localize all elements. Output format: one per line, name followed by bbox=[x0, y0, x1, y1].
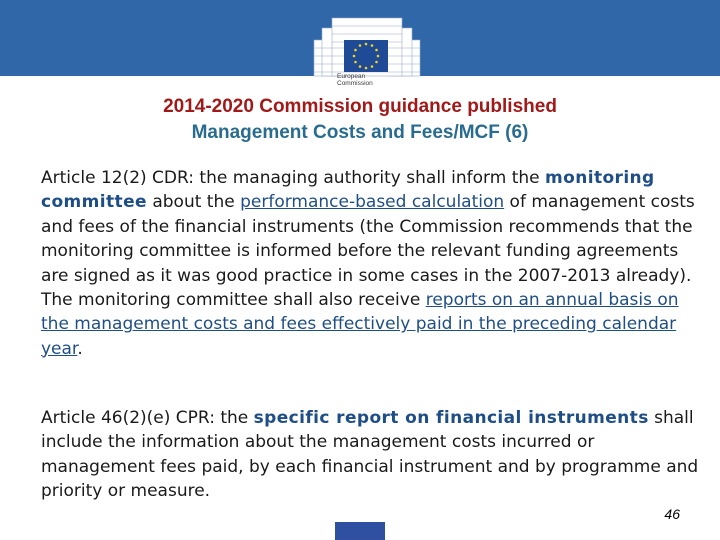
p1-bold-monitoring-committee: monitoring committee bbox=[41, 168, 655, 213]
p1-text-3: of management costs and fees of the financial instruments (the Commission recommends that the monitoring committee is informed before the relevant funding agreements are signed as it was good practice in some cases in the 2007-2013 already). The monitoring committee shall also receive bbox=[41, 192, 695, 311]
p2-text-1: Article 46(2)(e) CPR: the bbox=[41, 408, 254, 428]
paragraph-article-46 bbox=[41, 406, 706, 504]
p2-bold-specific-report: specific report on financial instruments bbox=[253, 408, 649, 428]
p1-underline-annual-reports: reports on an annual basis on the management costs and fees effectively paid in the preceding calendar year bbox=[41, 290, 679, 359]
logo-caption-line-1: European bbox=[337, 73, 366, 80]
p1-text-2: about the bbox=[146, 192, 241, 213]
page-number: 46 bbox=[664, 506, 680, 522]
slide-title: 2014-2020 Commission guidance published bbox=[163, 96, 557, 117]
slide-subtitle: Management Costs and Fees/MCF (6) bbox=[191, 122, 529, 143]
eu-flag-strip-icon bbox=[335, 522, 385, 540]
p1-text-4: . bbox=[77, 338, 83, 359]
p1-underline-performance-based: performance-based calculation bbox=[240, 192, 505, 213]
european-commission-logo-icon bbox=[312, 14, 422, 100]
paragraph-article-12 bbox=[41, 166, 706, 361]
p1-text-1: Article 12(2) CDR: the managing authority shall inform the bbox=[41, 168, 546, 188]
logo-caption bbox=[337, 73, 397, 87]
logo-caption-line-2: Commission bbox=[337, 80, 373, 87]
p2-text-2: shall include the information about the management costs incurred or management fees paid, by each financial instrument and by programme and priority or measure. bbox=[41, 408, 699, 502]
